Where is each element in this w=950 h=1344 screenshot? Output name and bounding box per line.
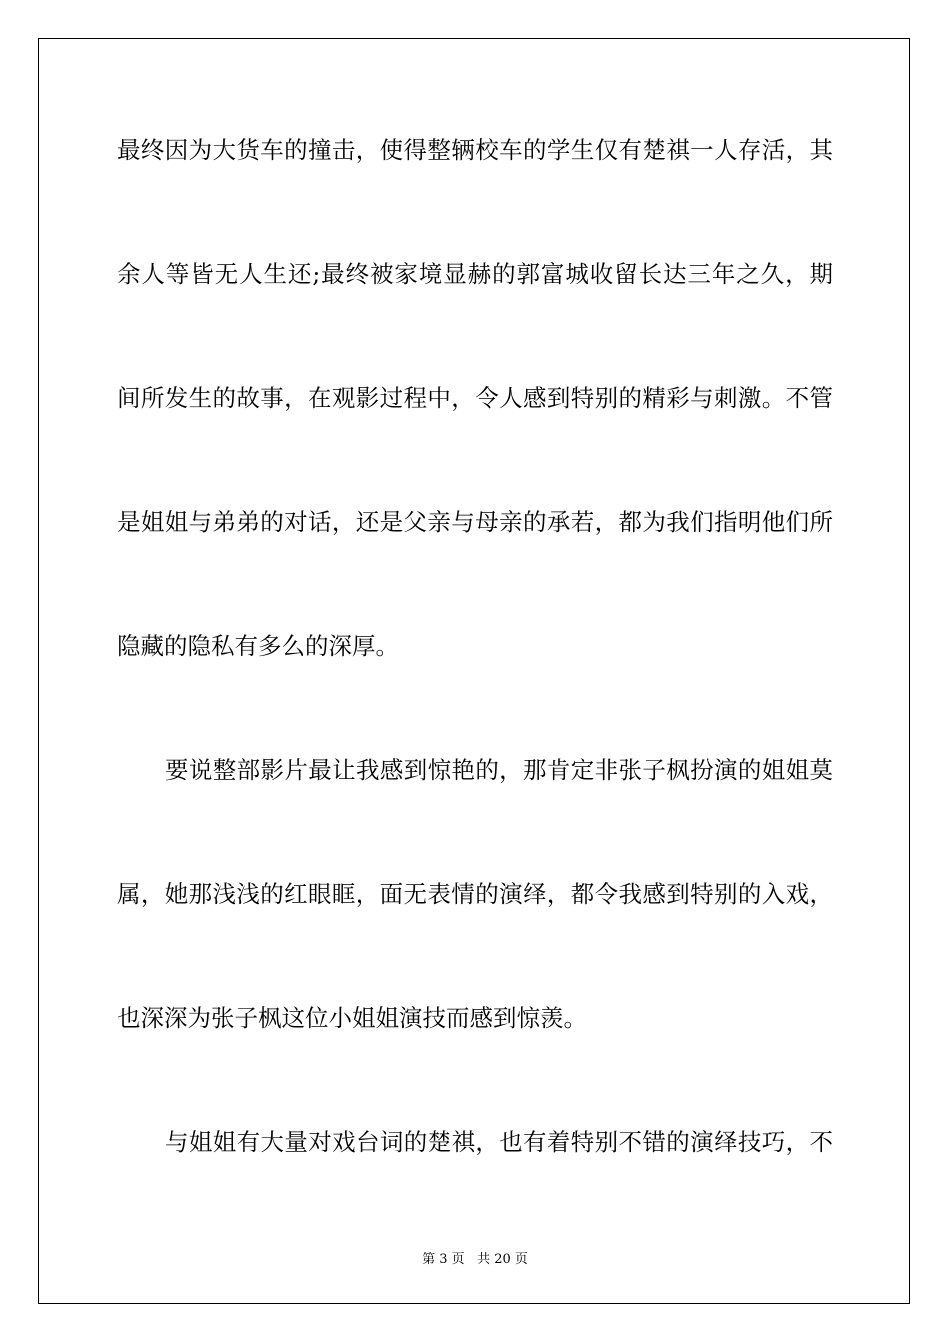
text-line-1: 最终因为大货车的撞击，使得整辆校车的学生仅有楚祺一人存活，其 [117, 136, 833, 164]
page-border [38, 38, 910, 1304]
page-footer [0, 1248, 950, 1267]
text-line-3: 间所发生的故事，在观影过程中，令人感到特别的精彩与刺激。不管 [117, 384, 833, 412]
text-line-8: 也深深为张子枫这位小姐姐演技而感到惊羡。 [117, 1004, 587, 1032]
text-line-5: 隐藏的隐私有多么的深厚。 [117, 632, 399, 660]
page-number: 第 3 页 [422, 1252, 465, 1267]
page-total: 共 20 页 [477, 1252, 528, 1267]
text-line-4: 是姐姐与弟弟的对话，还是父亲与母亲的承若，都为我们指明他们所 [117, 508, 833, 536]
text-line-6: 要说整部影片最让我感到惊艳的，那肯定非张子枫扮演的姐姐莫 [165, 756, 833, 784]
text-line-2: 余人等皆无人生还;最终被家境显赫的郭富城收留长达三年之久，期 [117, 260, 833, 288]
text-line-7: 属，她那浅浅的红眼眶，面无表情的演绎，都令我感到特别的入戏， [117, 880, 833, 908]
text-line-9: 与姐姐有大量对戏台词的楚祺，也有着特别不错的演绎技巧，不 [165, 1128, 833, 1156]
